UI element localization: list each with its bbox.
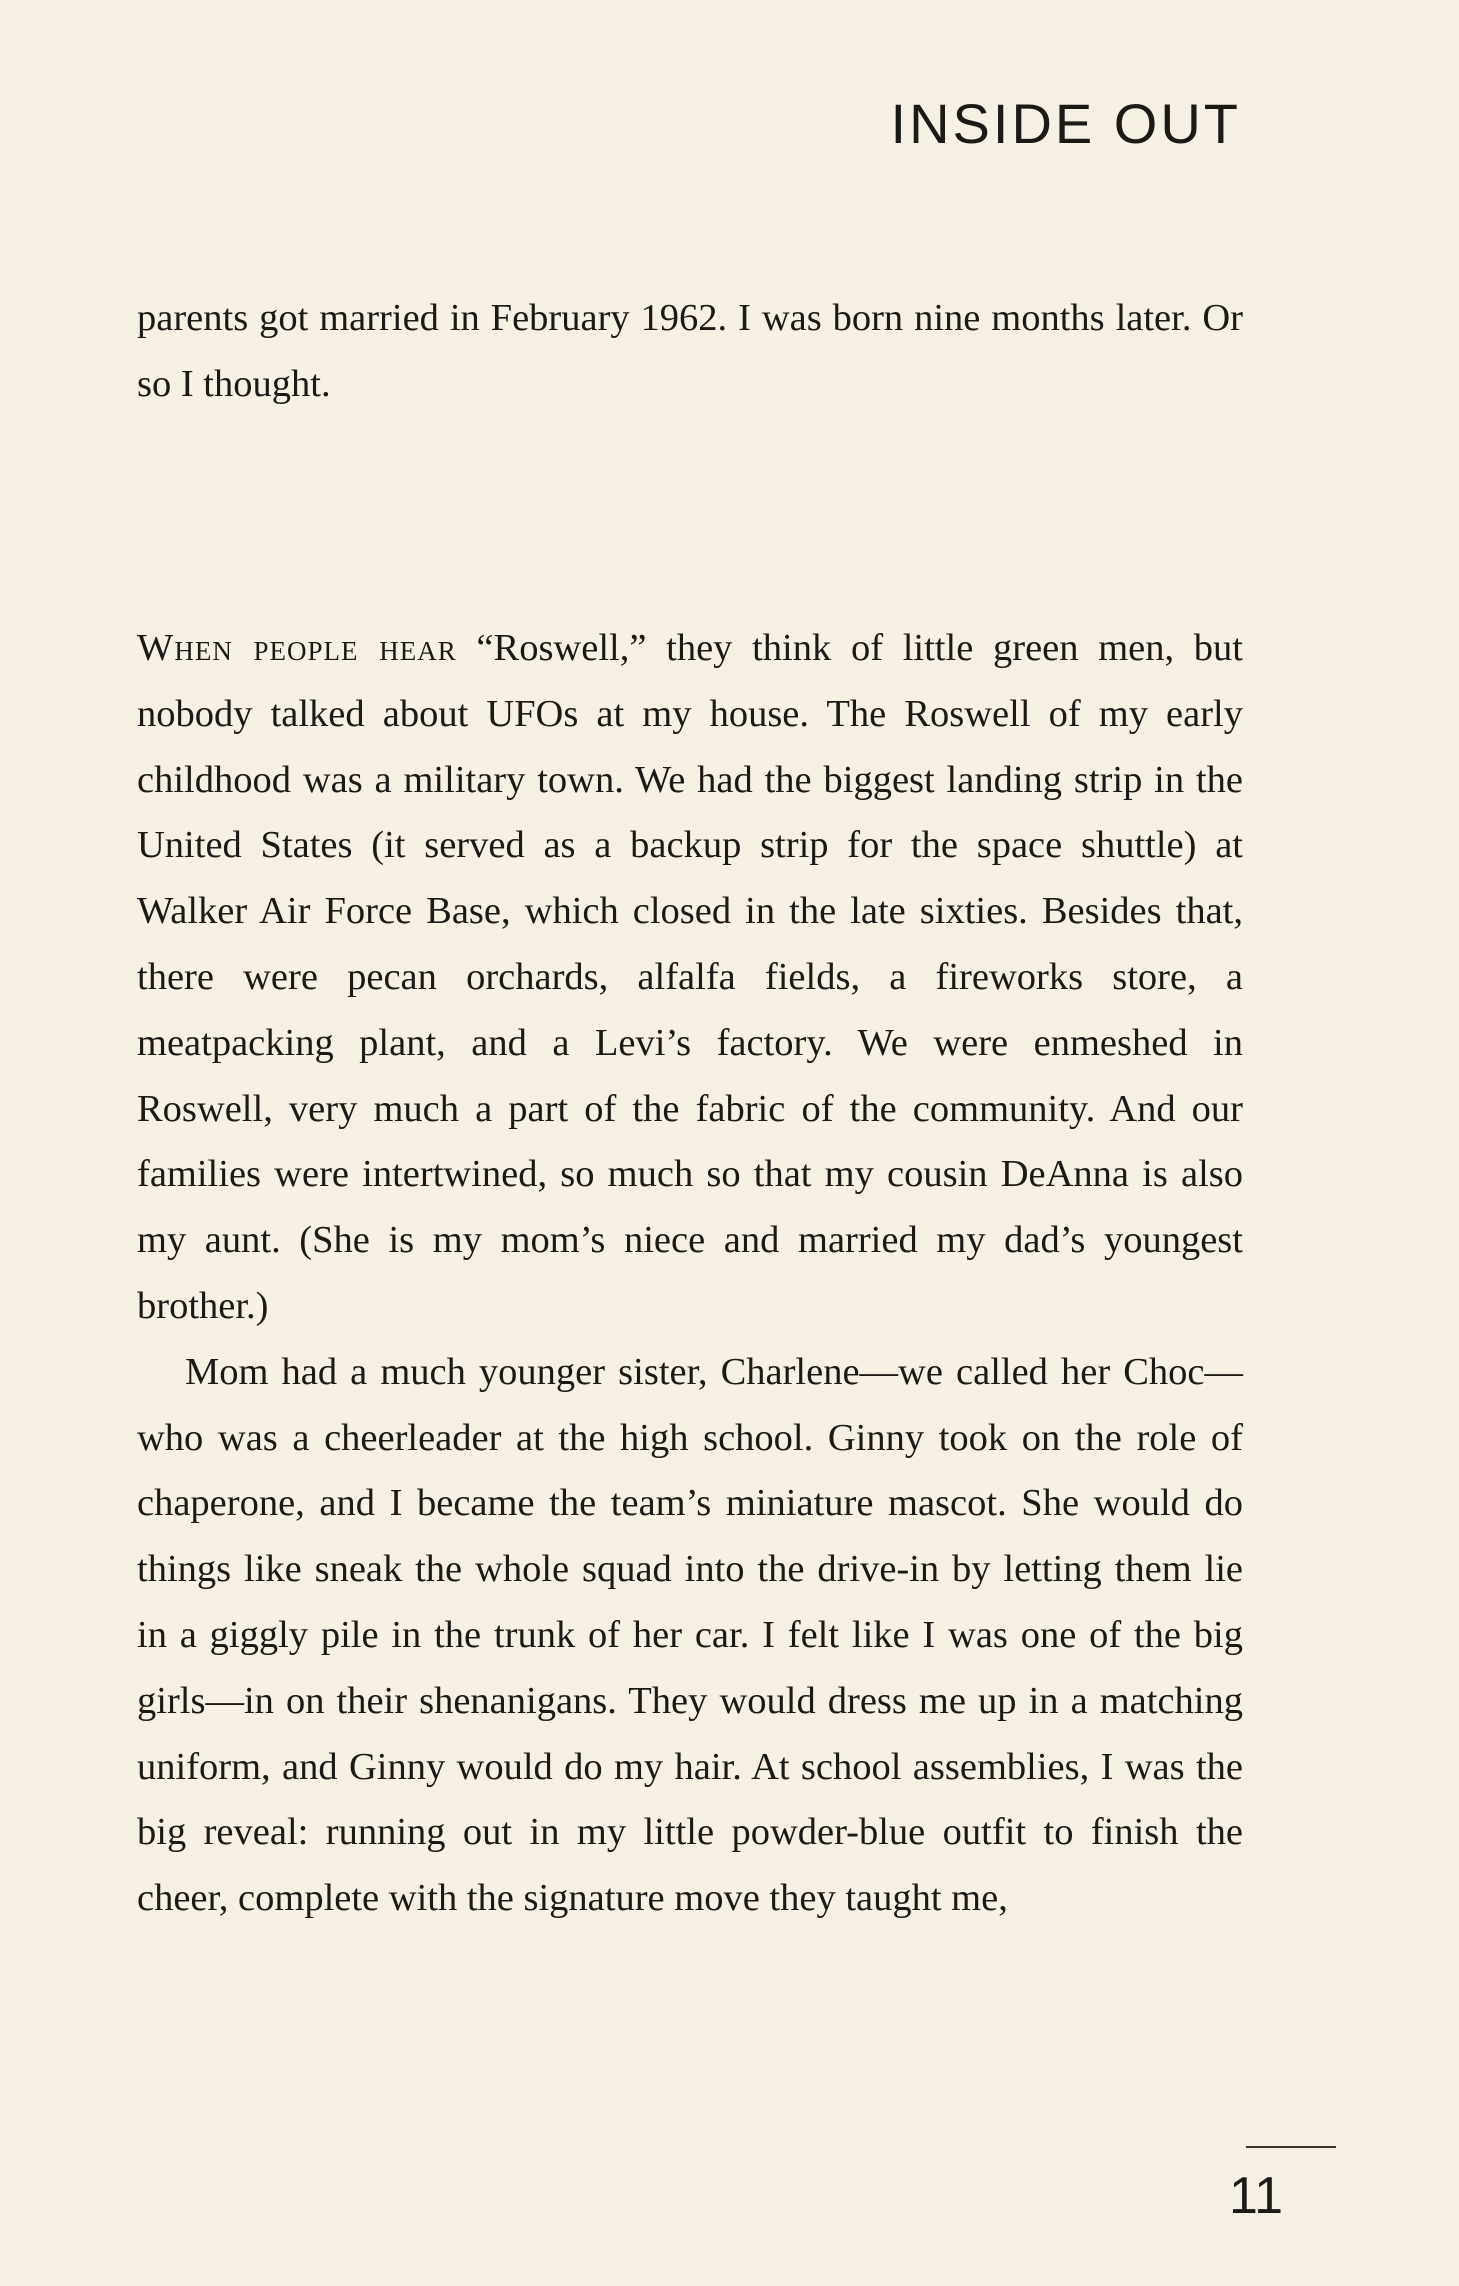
running-header: INSIDE OUT: [890, 92, 1241, 155]
next-paragraph: Mom had a much younger sister, Charlene—we called her Choc—who was a cheerleader at the high school. Ginny took on the role of chaperone, and I became the team’s miniature mascot. She would do things like sneak the whole squad into the drive-in by letting them lie in a giggly pile in the trunk of her car. I felt like I was one of the big girls—in on their shenanigans. They would dress me up in a matching uniform, and Ginny would do my hair. At school assemblies, I was the big reveal: running out in my little powder-blue outfit to finish the cheer, complete with the signature move they taught me,: [137, 1350, 1243, 1920]
section-lead-in: When people hear: [137, 627, 457, 669]
section-text-block: [137, 616, 1243, 1932]
footer-rule: [1246, 2146, 1336, 2148]
section-paragraph-text: “Roswell,” they think of little green men, but nobody talked about UFOs at my house. The Roswell of my early childhood was a military town. We had the biggest landing strip in the United States (it served as a backup strip for the space shuttle) at Walker Air Force Base, which closed in the late sixties. Besides that, there were pecan orchards, alfalfa fields, a fireworks store, a meatpacking plant, and a Levi’s factory. We were enmeshed in Roswell, very much a part of the fabric of the community. And our families were intertwined, so much so that my cousin DeAnna is also my aunt. (She is my mom’s niece and married my dad’s youngest brother.): [137, 627, 1243, 1327]
carryover-text-block: [137, 286, 1243, 418]
section-opening-paragraph: [137, 616, 1243, 1340]
carryover-paragraph: parents got married in February 1962. I was born nine months later. Or so I thought.: [137, 297, 1243, 405]
page-number: 11: [1229, 2167, 1283, 2225]
